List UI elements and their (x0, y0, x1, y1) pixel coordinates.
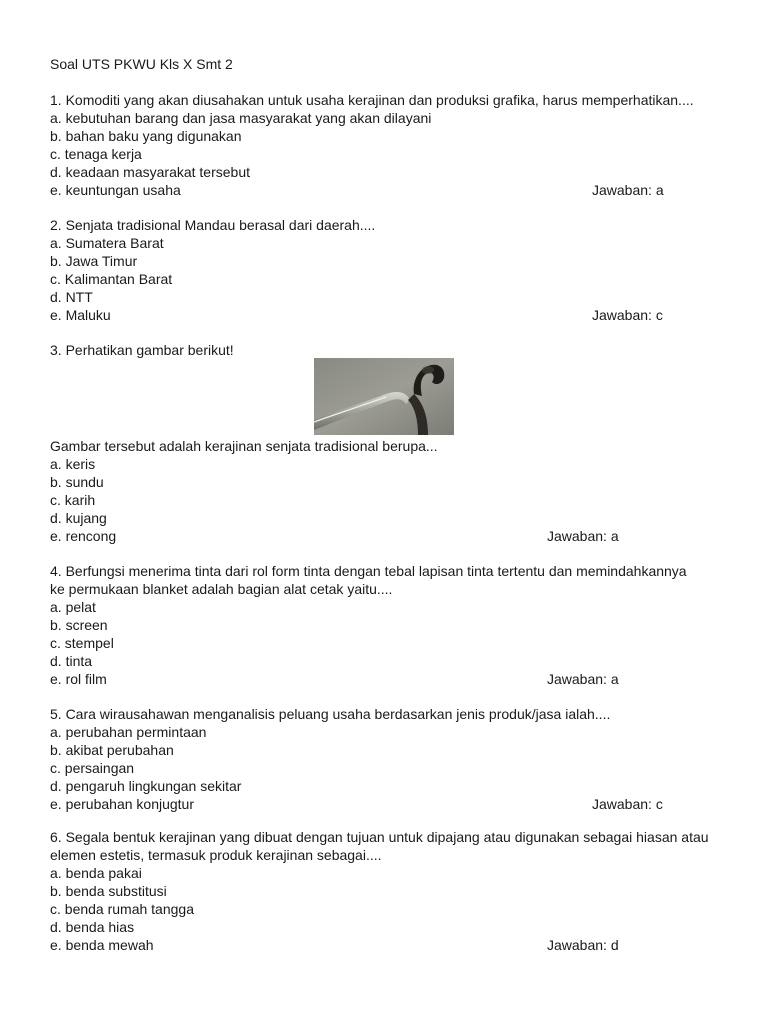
option-c: c. tenaga kerja (50, 146, 142, 162)
option-a: a. keris (50, 456, 96, 472)
option-a: a. benda pakai (50, 865, 142, 881)
option-b: b. benda substitusi (50, 883, 167, 899)
option-b: b. akibat perubahan (50, 742, 174, 758)
answer-key: Jawaban: a (592, 182, 664, 198)
question-text: 3. Perhatikan gambar berikut! (50, 342, 234, 358)
answer-key: Jawaban: d (547, 937, 619, 953)
option-e: e. Maluku (50, 307, 111, 323)
option-c: c. karih (50, 492, 96, 508)
option-c: c. benda rumah tangga (50, 901, 194, 917)
question-text: 4. Berfungsi menerima tinta dari rol form tinta dengan tebal lapisan tinta tertentu dan memindahkannya (50, 563, 687, 579)
document-title: Soal UTS PKWU Kls X Smt 2 (50, 56, 233, 72)
answer-key: Jawaban: a (547, 528, 619, 544)
question-text: 2. Senjata tradisional Mandau berasal dari daerah.... (50, 217, 376, 233)
option-e: e. benda mewah (50, 937, 154, 953)
question-3-body (50, 437, 730, 545)
option-b: b. sundu (50, 474, 104, 490)
option-a: a. kebutuhan barang dan jasa masyarakat yang akan dilayani (50, 110, 432, 126)
option-d: d. tinta (50, 653, 93, 669)
option-e: e. keuntungan usaha (50, 182, 181, 198)
question-text: 1. Komoditi yang akan diusahakan untuk usaha kerajinan dan produksi grafika, harus memperhatikan.... (50, 92, 694, 108)
option-b: b. bahan baku yang digunakan (50, 128, 242, 144)
option-b: b. screen (50, 617, 108, 633)
option-e: e. perubahan konjugtur (50, 796, 194, 812)
answer-key: Jawaban: c (592, 796, 663, 812)
option-d: d. benda hias (50, 919, 135, 935)
option-d: d. NTT (50, 289, 93, 305)
option-e: e. rol film (50, 671, 107, 687)
question-3 (50, 341, 730, 359)
question-text: 6. Segala bentuk kerajinan yang dibuat dengan tujuan untuk dipajang atau digunakan sebagai hiasan atau (50, 829, 709, 845)
option-c: c. Kalimantan Barat (50, 271, 173, 287)
rencong-weapon-image (314, 358, 454, 435)
option-d: d. kujang (50, 510, 107, 526)
option-a: a. pelat (50, 599, 96, 615)
option-e: e. rencong (50, 528, 117, 544)
option-a: a. Sumatera Barat (50, 235, 164, 251)
option-d: d. pengaruh lingkungan sekitar (50, 778, 242, 794)
option-c: c. persaingan (50, 760, 135, 776)
option-c: c. stempel (50, 635, 114, 651)
option-a: a. perubahan permintaan (50, 724, 207, 740)
answer-key: Jawaban: a (547, 671, 619, 687)
option-b: b. Jawa Timur (50, 253, 138, 269)
option-d: d. keadaan masyarakat tersebut (50, 164, 251, 180)
question-text-cont: elemen estetis, termasuk produk kerajinan sebagai.... (50, 847, 382, 863)
weapon-photo-icon (314, 358, 454, 435)
question-6 (50, 828, 730, 954)
question-4 (50, 562, 730, 688)
question-text: 5. Cara wirausahawan menganalisis peluang usaha berdasarkan jenis produk/jasa ialah.... (50, 706, 611, 722)
question-text: Gambar tersebut adalah kerajinan senjata tradisional berupa... (50, 438, 438, 454)
answer-key: Jawaban: c (592, 307, 663, 323)
question-text-cont: ke permukaan blanket adalah bagian alat cetak yaitu.... (50, 581, 393, 597)
